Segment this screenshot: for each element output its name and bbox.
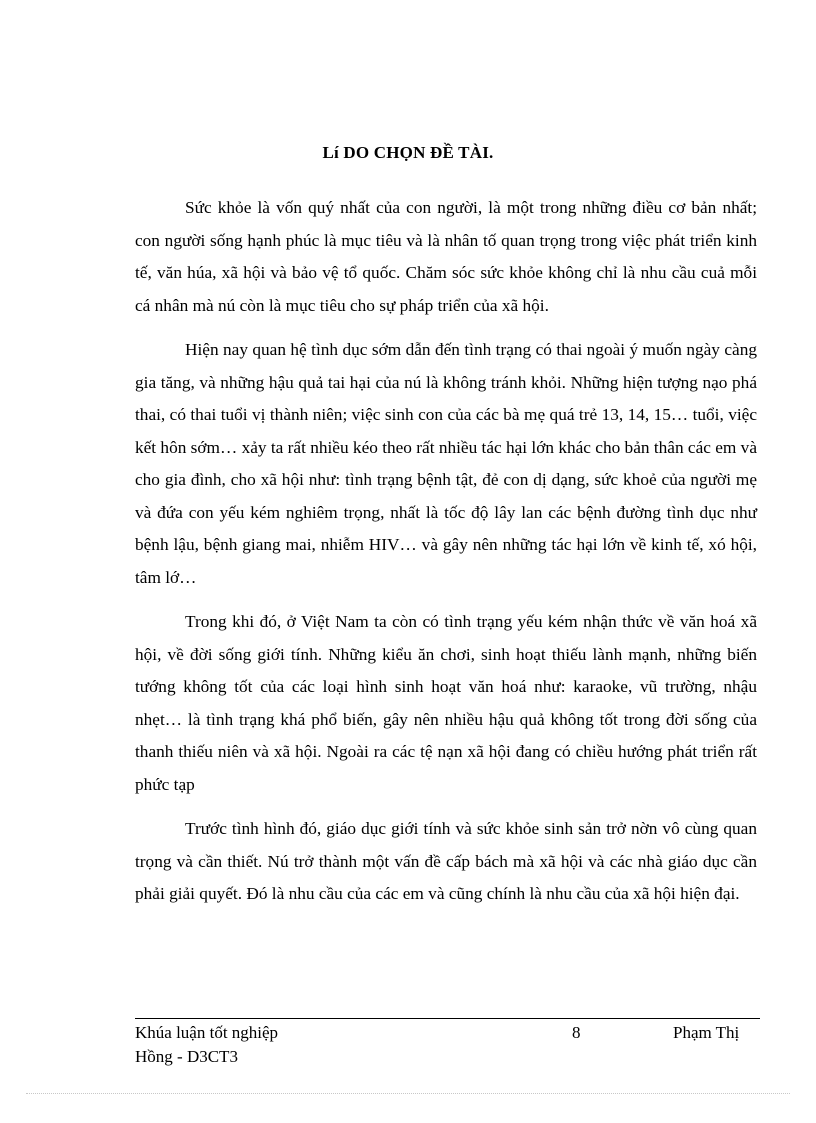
body-text [135,192,757,923]
footer-author-name: Phạm Thị [673,1023,740,1042]
footer-thesis-label: Khúa luận tốt nghiệp [135,1023,279,1042]
paragraph-3: Trong khi đó, ở Việt Nam ta còn có tình trạng yếu kém nhận thức về văn hoá xã hội, về đời sống giới tính. Những kiểu ăn chơi, sinh hoạt thiếu lành mạnh, những biến tướng không tốt của các loại hình sinh hoạt văn hoá như: karaoke, vũ trường, nhậu nhẹt… là tình trạng khá phổ biến, gây nên nhiều hậu quả không tốt trong đời sống của thanh thiếu niên và xã hội. Ngoài ra các tệ nạn xã hội đang có chiều hướng phát triển rất phức tạp [135,612,757,794]
footer-page-number: 8 [572,1023,581,1042]
footer-divider [135,1018,760,1019]
paragraph-4: Trước tình hình đó, giáo dục giới tính và sức khỏe sinh sản trở nờn vô cùng quan trọng và cần thiết. Nú trở thành một vấn đề cấp bách mà xã hội và các nhà giáo dục cần phải giải quyết. Đó là nhu cầu của các em và cũng chính là nhu cầu của xã hội hiện đại. [135,819,757,903]
page-break-divider [26,1093,790,1094]
paragraph-1: Sức khỏe là vốn quý nhất của con người, là một trong những điều cơ bản nhất; con người sống hạnh phúc là mục tiêu và là nhân tố quan trọng trong việc phát triển kinh tế, văn húa, xã hội và bảo vệ tổ quốc. Chăm sóc sức khỏe không chỉ là nhu cầu cuả mỗi cá nhân mà nú còn là mục tiêu cho sự pháp triển của xã hội. [135,198,757,315]
page-title: Lí DO CHỌN ĐỀ TÀI. [322,143,494,162]
paragraph-2: Hiện nay quan hệ tình dục sớm dẫn đến tình trạng có thai ngoài ý muốn ngày càng gia tăng, và những hậu quả tai hại của nú là không tránh khỏi. Những hiện tượng nạo phá thai, có thai tuổi vị thành niên; việc sinh con của các bà mẹ quá trẻ 13, 14, 15… tuổi, việc kết hôn sớm… xảy ta rất nhiều kéo theo rất nhiều tác hại lớn khác cho bản thân các em và cho gia đình, cho xã hội như: tình trạng bệnh tật, đẻ con dị dạng, sức khoẻ của người mẹ và đứa con yếu kém nghiêm trọng, nhất là tốc độ lây lan các bệnh đường tình dục như bệnh lậu, bệnh giang mai, nhiễm HIV… và gây nên những tác hại lớn về kinh tế, xó hội, tâm lớ… [135,340,757,587]
footer-author-class: Hồng - D3CT3 [135,1047,238,1066]
